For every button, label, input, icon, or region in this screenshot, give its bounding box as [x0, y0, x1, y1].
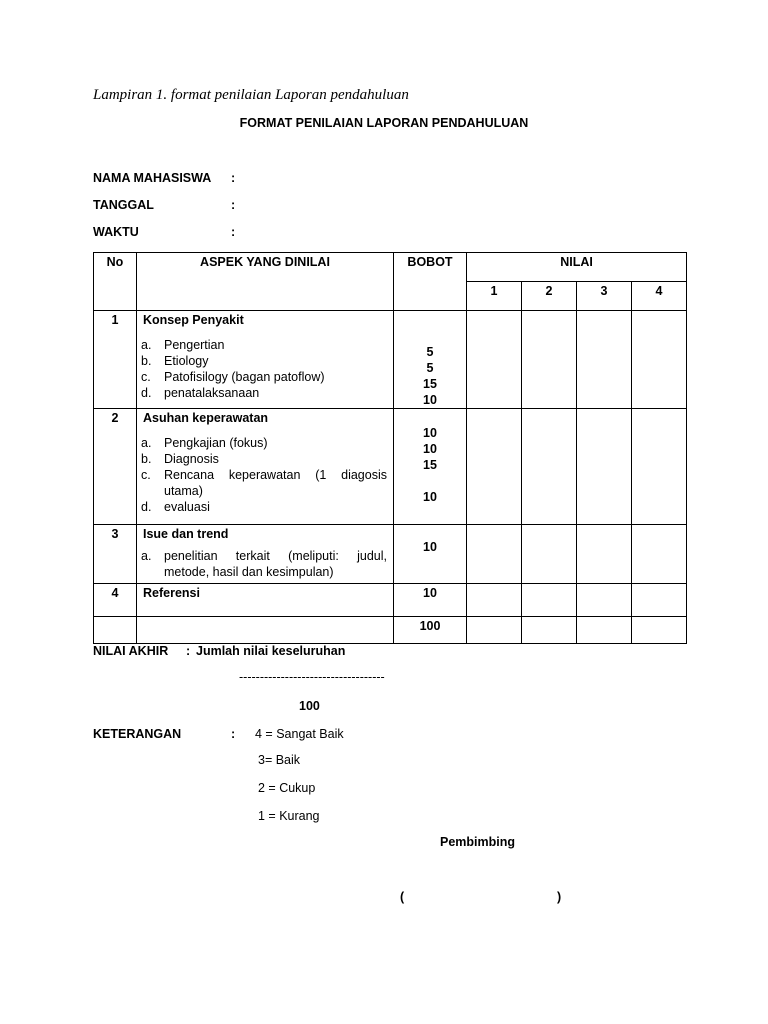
header-aspect: ASPEK YANG DINILAI — [137, 253, 394, 311]
weight-value: 15 — [423, 458, 437, 472]
field-name-label: NAMA MAHASISWA — [93, 171, 212, 185]
score-cell[interactable] — [522, 409, 577, 525]
header-weight: BOBOT — [394, 253, 467, 311]
score-cell[interactable] — [522, 525, 577, 584]
table-row — [94, 525, 687, 584]
list-item: b. Etiology — [141, 354, 209, 368]
header-score: NILAI — [467, 253, 687, 282]
score-cell[interactable] — [522, 617, 577, 644]
weight-value: 15 — [423, 377, 437, 391]
weight-cell — [394, 409, 467, 525]
final-sep: : — [186, 644, 191, 658]
weight-cell — [394, 525, 467, 584]
field-date-sep: : — [231, 198, 236, 212]
assessment-table — [93, 252, 687, 644]
aspect-cell — [137, 311, 394, 409]
signature-close-paren: ) — [557, 890, 562, 904]
score-cell[interactable] — [467, 409, 522, 525]
list-item: a. Pengkajian (fokus) — [141, 436, 268, 450]
score-cell[interactable] — [467, 584, 522, 617]
score-cell[interactable] — [467, 525, 522, 584]
score-cell[interactable] — [577, 584, 632, 617]
weight-value: 5 — [426, 361, 434, 375]
aspect-title: Referensi — [143, 586, 200, 600]
field-time-label: WAKTU — [93, 225, 139, 239]
list-item: a. penelitian terkait (meliputi: judul, metode, hasil dan kesimpulan) — [141, 549, 387, 579]
score-col-4: 4 — [632, 282, 687, 311]
total-row — [94, 617, 687, 644]
score-cell[interactable] — [632, 617, 687, 644]
weight-value: 10 — [423, 426, 437, 440]
aspect-cell — [137, 409, 394, 525]
appendix-caption: Lampiran 1. format penilaian Laporan pendahuluan — [93, 87, 409, 103]
aspect-title: Konsep Penyakit — [143, 313, 244, 327]
final-denominator: 100 — [299, 699, 320, 713]
row-no: 2 — [94, 409, 137, 525]
score-cell[interactable] — [522, 584, 577, 617]
aspect-cell — [137, 584, 394, 617]
legend-label: KETERANGAN — [93, 727, 182, 741]
legend-item: 1 = Kurang — [258, 809, 320, 823]
score-cell[interactable] — [632, 525, 687, 584]
empty-cell — [137, 617, 394, 644]
weight-value: 10 — [423, 442, 437, 456]
field-time-sep: : — [231, 225, 236, 239]
aspect-cell — [137, 525, 394, 584]
signature-open-paren: ( — [400, 890, 405, 904]
score-cell[interactable] — [522, 311, 577, 409]
score-col-2: 2 — [522, 282, 577, 311]
score-cell[interactable] — [467, 311, 522, 409]
weight-value: 10 — [423, 393, 437, 407]
table-row — [94, 311, 687, 409]
signature-title: Pembimbing — [440, 835, 516, 849]
score-cell[interactable] — [577, 525, 632, 584]
list-item: c. Rencana keperawatan (1 diagosis utama) — [141, 468, 387, 498]
score-col-1: 1 — [467, 282, 522, 311]
page-title: FORMAT PENILAIAN LAPORAN PENDAHULUAN — [239, 116, 529, 130]
score-cell[interactable] — [467, 617, 522, 644]
score-cell[interactable] — [632, 584, 687, 617]
total-weight: 100 — [394, 617, 467, 644]
row-no: 4 — [94, 584, 137, 617]
table-row — [94, 409, 687, 525]
final-numerator: Jumlah nilai keseluruhan — [196, 644, 346, 658]
aspect-title: Asuhan keperawatan — [143, 411, 269, 425]
table-row — [94, 584, 687, 617]
score-cell[interactable] — [632, 409, 687, 525]
legend-item: 2 = Cukup — [258, 781, 316, 795]
list-item: b. Diagnosis — [141, 452, 219, 466]
list-item: c. Patofisilogy (bagan patoflow) — [141, 370, 325, 384]
list-item: d. evaluasi — [141, 500, 210, 514]
weight-value: 10 — [394, 584, 467, 617]
header-no: No — [94, 253, 137, 311]
score-cell[interactable] — [577, 311, 632, 409]
field-date-label: TANGGAL — [93, 198, 154, 212]
weight-value: 5 — [426, 345, 434, 359]
score-cell[interactable] — [577, 409, 632, 525]
legend-item: 3= Baik — [258, 753, 301, 767]
score-col-3: 3 — [577, 282, 632, 311]
weight-cell — [394, 311, 467, 409]
field-name-sep: : — [231, 171, 236, 185]
score-cell[interactable] — [577, 617, 632, 644]
row-no: 3 — [94, 525, 137, 584]
legend-item: 4 = Sangat Baik — [255, 727, 344, 741]
legend-sep: : — [231, 727, 236, 741]
row-no: 1 — [94, 311, 137, 409]
list-item: a. Pengertian — [141, 338, 225, 352]
fraction-line: ----------------------------------- — [239, 670, 385, 684]
aspect-title: Isue dan trend — [143, 527, 229, 541]
empty-cell — [94, 617, 137, 644]
weight-value: 10 — [423, 490, 437, 504]
final-label: NILAI AKHIR — [93, 644, 169, 658]
score-cell[interactable] — [632, 311, 687, 409]
weight-value: 10 — [423, 540, 437, 554]
list-item: d. penatalaksanaan — [141, 386, 260, 400]
